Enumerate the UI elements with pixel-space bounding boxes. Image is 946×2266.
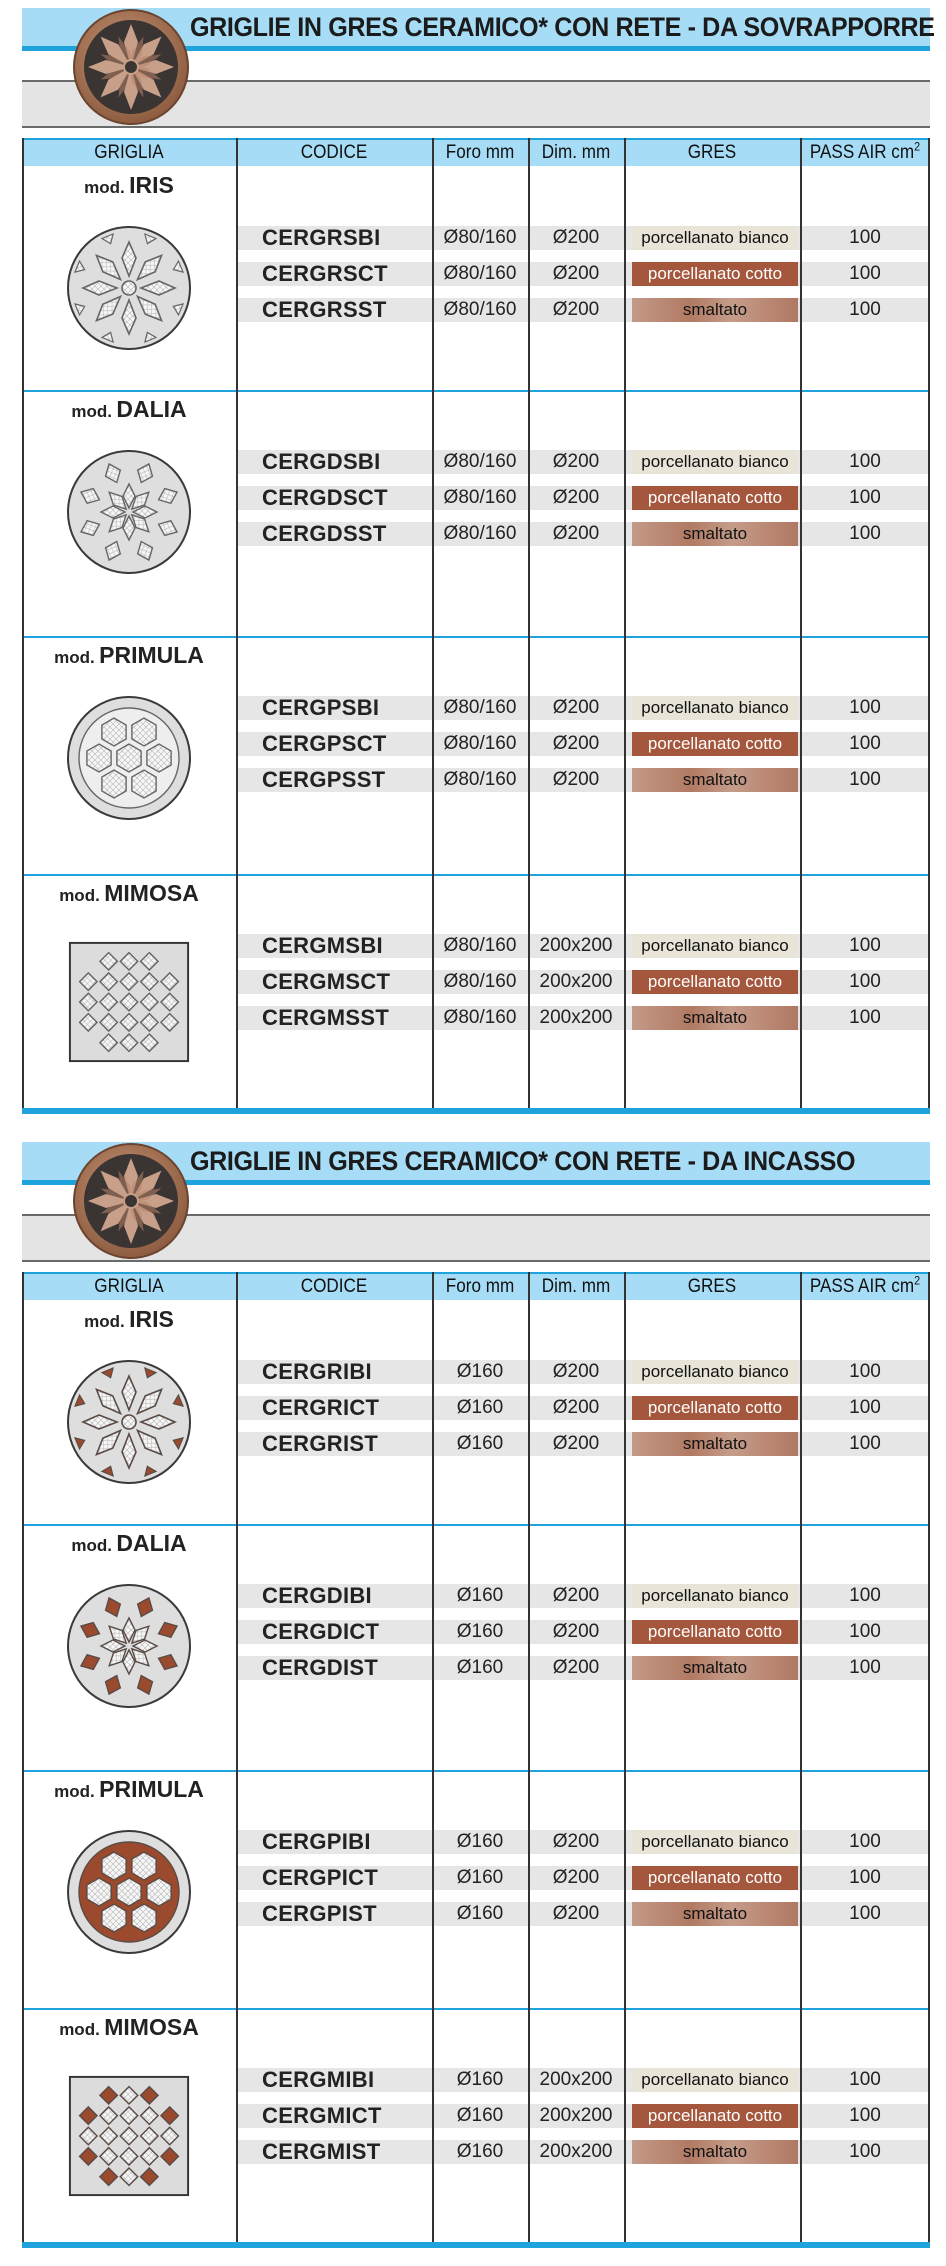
gres-finish-cotto: porcellanato cotto xyxy=(632,486,798,510)
header-foro xyxy=(437,1274,523,1300)
table-bottom-bar xyxy=(22,2242,930,2248)
gres-finish-smaltato: smaltato xyxy=(632,768,798,792)
foro-value: Ø80/160 xyxy=(443,1007,517,1028)
foro-value: Ø80/160 xyxy=(443,697,517,718)
dim-value: Ø200 xyxy=(552,769,600,790)
section-da-sovrapporre xyxy=(0,0,946,1130)
gres-finish-cotto: porcellanato cotto xyxy=(632,262,798,286)
gres-finish-cotto: porcellanato cotto xyxy=(632,1620,798,1644)
table-row xyxy=(22,2140,930,2164)
product-code: CERGPSCT xyxy=(262,731,387,756)
ceramic-grill-medallion-icon xyxy=(72,1142,190,1260)
pass-air-value: 100 xyxy=(849,1903,881,1924)
model-name: PRIMULA xyxy=(99,1776,204,1802)
model-name: MIMOSA xyxy=(104,2014,199,2040)
dim-value: 200x200 xyxy=(539,2069,613,2090)
pass-air-value: 100 xyxy=(849,451,881,472)
dim-value: Ø200 xyxy=(552,1361,600,1382)
header-pass-air-text: PASS AIR cm xyxy=(809,1276,915,1297)
model-label xyxy=(22,172,236,199)
product-code: CERGPIBI xyxy=(262,1829,371,1854)
ceramic-grill-medallion-icon xyxy=(72,8,190,126)
model-name: MIMOSA xyxy=(104,880,199,906)
product-table xyxy=(22,138,930,1118)
header-pass-air-superscript: 2 xyxy=(914,139,921,154)
foro-value: Ø160 xyxy=(456,2105,504,2126)
dim-value: Ø200 xyxy=(552,1433,600,1454)
pass-air-value: 100 xyxy=(849,299,881,320)
dim-value: 200x200 xyxy=(539,1007,613,1028)
block-divider xyxy=(22,1524,930,1526)
foro-value: Ø80/160 xyxy=(443,227,517,248)
dim-value: 200x200 xyxy=(539,935,613,956)
foro-value: Ø160 xyxy=(456,1621,504,1642)
product-code: CERGDSST xyxy=(262,521,387,546)
table-header xyxy=(22,1272,930,1300)
gres-finish-smaltato: smaltato xyxy=(632,522,798,546)
model-block-mimosa xyxy=(22,2008,930,2242)
pass-air-value: 100 xyxy=(849,697,881,718)
grill-mimosa-icon xyxy=(67,2074,191,2198)
column-divider xyxy=(432,138,434,1108)
table-row xyxy=(22,226,930,250)
dim-value: Ø200 xyxy=(552,697,600,718)
table-row xyxy=(22,1830,930,1854)
product-code: CERGMSST xyxy=(262,1005,390,1030)
model-prefix: mod. xyxy=(54,648,95,667)
gres-finish-smaltato: smaltato xyxy=(632,1006,798,1030)
pass-air-value: 100 xyxy=(849,971,881,992)
foro-value: Ø80/160 xyxy=(443,299,517,320)
foro-value: Ø80/160 xyxy=(443,733,517,754)
product-code: CERGRSCT xyxy=(262,261,388,286)
block-divider xyxy=(22,874,930,876)
column-divider xyxy=(22,138,24,1108)
pass-air-value: 100 xyxy=(849,2105,881,2126)
model-prefix: mod. xyxy=(84,178,125,197)
table-row xyxy=(22,768,930,792)
dim-value: Ø200 xyxy=(552,1621,600,1642)
header-pass-air xyxy=(807,140,924,166)
header-foro-text: Foro mm xyxy=(445,1276,515,1297)
model-label xyxy=(22,1776,236,1803)
foro-value: Ø160 xyxy=(456,1657,504,1678)
table-row xyxy=(22,934,930,958)
model-name: DALIA xyxy=(116,1530,187,1556)
product-code: CERGDICT xyxy=(262,1619,380,1644)
model-label xyxy=(22,1530,236,1557)
table-row xyxy=(22,1620,930,1644)
foro-value: Ø80/160 xyxy=(443,523,517,544)
gres-finish-bianco: porcellanato bianco xyxy=(632,1830,798,1854)
dim-value: Ø200 xyxy=(552,263,600,284)
column-divider xyxy=(528,138,530,1108)
product-code: CERGDIST xyxy=(262,1655,379,1680)
pass-air-value: 100 xyxy=(849,1657,881,1678)
table-row xyxy=(22,298,930,322)
dim-value: Ø200 xyxy=(552,523,600,544)
product-code: CERGPSST xyxy=(262,767,386,792)
gres-finish-bianco: porcellanato bianco xyxy=(632,1584,798,1608)
foro-value: Ø160 xyxy=(456,1397,504,1418)
table-row xyxy=(22,1656,930,1680)
model-block-iris xyxy=(22,1300,930,1524)
header-pass-air-text: PASS AIR cm xyxy=(809,142,915,163)
header-dim xyxy=(533,1274,619,1300)
foro-value: Ø160 xyxy=(456,2069,504,2090)
model-prefix: mod. xyxy=(84,1312,125,1331)
block-divider xyxy=(22,636,930,638)
table-row xyxy=(22,1432,930,1456)
product-code: CERGDSCT xyxy=(262,485,388,510)
product-code: CERGMICT xyxy=(262,2103,382,2128)
gres-finish-smaltato: smaltato xyxy=(632,1902,798,1926)
gres-finish-bianco: porcellanato bianco xyxy=(632,450,798,474)
pass-air-value: 100 xyxy=(849,1831,881,1852)
column-divider xyxy=(624,1272,626,2242)
foro-value: Ø160 xyxy=(456,1903,504,1924)
foro-value: Ø80/160 xyxy=(443,769,517,790)
model-block-primula xyxy=(22,636,930,874)
table-row xyxy=(22,1584,930,1608)
block-divider xyxy=(22,2008,930,2010)
header-gres-text: GRES xyxy=(687,1276,737,1297)
header-codice xyxy=(246,1274,422,1300)
model-name: DALIA xyxy=(116,396,187,422)
product-code: CERGDSBI xyxy=(262,449,381,474)
pass-air-value: 100 xyxy=(849,1361,881,1382)
column-divider xyxy=(432,1272,434,2242)
dim-value: Ø200 xyxy=(552,227,600,248)
header-codice-text: CODICE xyxy=(300,1276,368,1297)
table-row xyxy=(22,1006,930,1030)
table-row xyxy=(22,2104,930,2128)
pass-air-value: 100 xyxy=(849,935,881,956)
model-label xyxy=(22,1306,236,1333)
dim-value: Ø200 xyxy=(552,1657,600,1678)
table-row xyxy=(22,262,930,286)
table-row xyxy=(22,1902,930,1926)
gres-finish-bianco: porcellanato bianco xyxy=(632,1360,798,1384)
model-prefix: mod. xyxy=(59,886,100,905)
foro-value: Ø80/160 xyxy=(443,263,517,284)
product-code: CERGRSST xyxy=(262,297,387,322)
gres-finish-bianco: porcellanato bianco xyxy=(632,696,798,720)
header-griglia-text: GRIGLIA xyxy=(94,142,164,163)
foro-value: Ø160 xyxy=(456,1433,504,1454)
pass-air-value: 100 xyxy=(849,1007,881,1028)
model-block-mimosa xyxy=(22,874,930,1108)
table-row xyxy=(22,450,930,474)
column-divider xyxy=(528,1272,530,2242)
table-row xyxy=(22,1396,930,1420)
foro-value: Ø80/160 xyxy=(443,971,517,992)
gres-finish-bianco: porcellanato bianco xyxy=(632,934,798,958)
foro-value: Ø160 xyxy=(456,1585,504,1606)
model-name: PRIMULA xyxy=(99,642,204,668)
product-code: CERGPICT xyxy=(262,1865,379,1890)
product-code: CERGMIST xyxy=(262,2139,381,2164)
gres-finish-bianco: porcellanato bianco xyxy=(632,226,798,250)
header-gres-text: GRES xyxy=(687,142,737,163)
section-title: GRIGLIE IN GRES CERAMICO* CON RETE - DA SOVRAPPORRE xyxy=(190,12,935,42)
dim-value: Ø200 xyxy=(552,733,600,754)
block-divider xyxy=(22,1770,930,1772)
header-dim-text: Dim. mm xyxy=(541,1276,611,1297)
model-label xyxy=(22,880,236,907)
model-prefix: mod. xyxy=(71,402,112,421)
model-prefix: mod. xyxy=(54,1782,95,1801)
table-row xyxy=(22,1360,930,1384)
header-codice xyxy=(246,140,422,166)
header-gres xyxy=(633,140,791,166)
column-divider xyxy=(800,1272,802,2242)
pass-air-value: 100 xyxy=(849,1397,881,1418)
product-code: CERGMIBI xyxy=(262,2067,375,2092)
gres-finish-smaltato: smaltato xyxy=(632,1656,798,1680)
header-griglia xyxy=(33,140,226,166)
product-code: CERGPIST xyxy=(262,1901,377,1926)
foro-value: Ø80/160 xyxy=(443,487,517,508)
header-gres xyxy=(633,1274,791,1300)
model-label xyxy=(22,396,236,423)
header-dim-text: Dim. mm xyxy=(541,142,611,163)
table-row xyxy=(22,696,930,720)
product-table xyxy=(22,1272,930,2252)
block-divider xyxy=(22,390,930,392)
header-dim xyxy=(533,140,619,166)
column-divider xyxy=(928,138,930,1108)
gres-finish-cotto: porcellanato cotto xyxy=(632,970,798,994)
table-header xyxy=(22,138,930,166)
pass-air-value: 100 xyxy=(849,523,881,544)
product-code: CERGRICT xyxy=(262,1395,380,1420)
product-code: CERGMSCT xyxy=(262,969,391,994)
model-block-iris xyxy=(22,166,930,390)
model-label xyxy=(22,2014,236,2041)
header-foro-text: Foro mm xyxy=(445,142,515,163)
pass-air-value: 100 xyxy=(849,263,881,284)
section-da-incasso xyxy=(0,1134,946,2264)
column-divider xyxy=(928,1272,930,2242)
dim-value: Ø200 xyxy=(552,1585,600,1606)
dim-value: Ø200 xyxy=(552,451,600,472)
pass-air-value: 100 xyxy=(849,769,881,790)
pass-air-value: 100 xyxy=(849,2141,881,2162)
dim-value: Ø200 xyxy=(552,1397,600,1418)
model-prefix: mod. xyxy=(71,1536,112,1555)
gres-finish-cotto: porcellanato cotto xyxy=(632,732,798,756)
table-row xyxy=(22,522,930,546)
gres-finish-smaltato: smaltato xyxy=(632,298,798,322)
column-divider xyxy=(236,1272,238,2242)
dim-value: Ø200 xyxy=(552,1831,600,1852)
column-divider xyxy=(22,1272,24,2242)
dim-value: 200x200 xyxy=(539,2141,613,2162)
model-label xyxy=(22,642,236,669)
pass-air-value: 100 xyxy=(849,1585,881,1606)
dim-value: Ø200 xyxy=(552,1867,600,1888)
header-foro xyxy=(437,140,523,166)
product-code: CERGRSBI xyxy=(262,225,381,250)
pass-air-value: 100 xyxy=(849,227,881,248)
model-name: IRIS xyxy=(129,172,174,198)
model-block-dalia xyxy=(22,1524,930,1770)
model-prefix: mod. xyxy=(59,2020,100,2039)
foro-value: Ø160 xyxy=(456,1361,504,1382)
product-code: CERGDIBI xyxy=(262,1583,372,1608)
gres-finish-cotto: porcellanato cotto xyxy=(632,1866,798,1890)
dim-value: Ø200 xyxy=(552,299,600,320)
model-name: IRIS xyxy=(129,1306,174,1332)
header-griglia xyxy=(33,1274,226,1300)
product-code: CERGRIST xyxy=(262,1431,379,1456)
column-divider xyxy=(624,138,626,1108)
grill-mimosa-icon xyxy=(67,940,191,1064)
pass-air-value: 100 xyxy=(849,1867,881,1888)
table-row xyxy=(22,486,930,510)
foro-value: Ø160 xyxy=(456,1867,504,1888)
foro-value: Ø160 xyxy=(456,2141,504,2162)
model-block-dalia xyxy=(22,390,930,636)
column-divider xyxy=(800,138,802,1108)
gres-finish-smaltato: smaltato xyxy=(632,1432,798,1456)
pass-air-value: 100 xyxy=(849,1433,881,1454)
product-code: CERGPSBI xyxy=(262,695,380,720)
pass-air-value: 100 xyxy=(849,487,881,508)
table-row xyxy=(22,1866,930,1890)
header-codice-text: CODICE xyxy=(300,142,368,163)
gres-finish-cotto: porcellanato cotto xyxy=(632,1396,798,1420)
gres-finish-cotto: porcellanato cotto xyxy=(632,2104,798,2128)
header-pass-air-superscript: 2 xyxy=(914,1273,921,1288)
dim-value: 200x200 xyxy=(539,971,613,992)
table-row xyxy=(22,970,930,994)
dim-value: 200x200 xyxy=(539,2105,613,2126)
pass-air-value: 100 xyxy=(849,1621,881,1642)
foro-value: Ø80/160 xyxy=(443,935,517,956)
product-code: CERGMSBI xyxy=(262,933,383,958)
header-griglia-text: GRIGLIA xyxy=(94,1276,164,1297)
gres-finish-bianco: porcellanato bianco xyxy=(632,2068,798,2092)
table-row xyxy=(22,2068,930,2092)
model-block-primula xyxy=(22,1770,930,2008)
gres-finish-smaltato: smaltato xyxy=(632,2140,798,2164)
foro-value: Ø80/160 xyxy=(443,451,517,472)
product-code: CERGRIBI xyxy=(262,1359,372,1384)
header-pass-air xyxy=(807,1274,924,1300)
table-row xyxy=(22,732,930,756)
dim-value: Ø200 xyxy=(552,487,600,508)
dim-value: Ø200 xyxy=(552,1903,600,1924)
section-title: GRIGLIE IN GRES CERAMICO* CON RETE - DA INCASSO xyxy=(190,1146,856,1176)
column-divider xyxy=(236,138,238,1108)
pass-air-value: 100 xyxy=(849,733,881,754)
foro-value: Ø160 xyxy=(456,1831,504,1852)
table-bottom-bar xyxy=(22,1108,930,1114)
pass-air-value: 100 xyxy=(849,2069,881,2090)
